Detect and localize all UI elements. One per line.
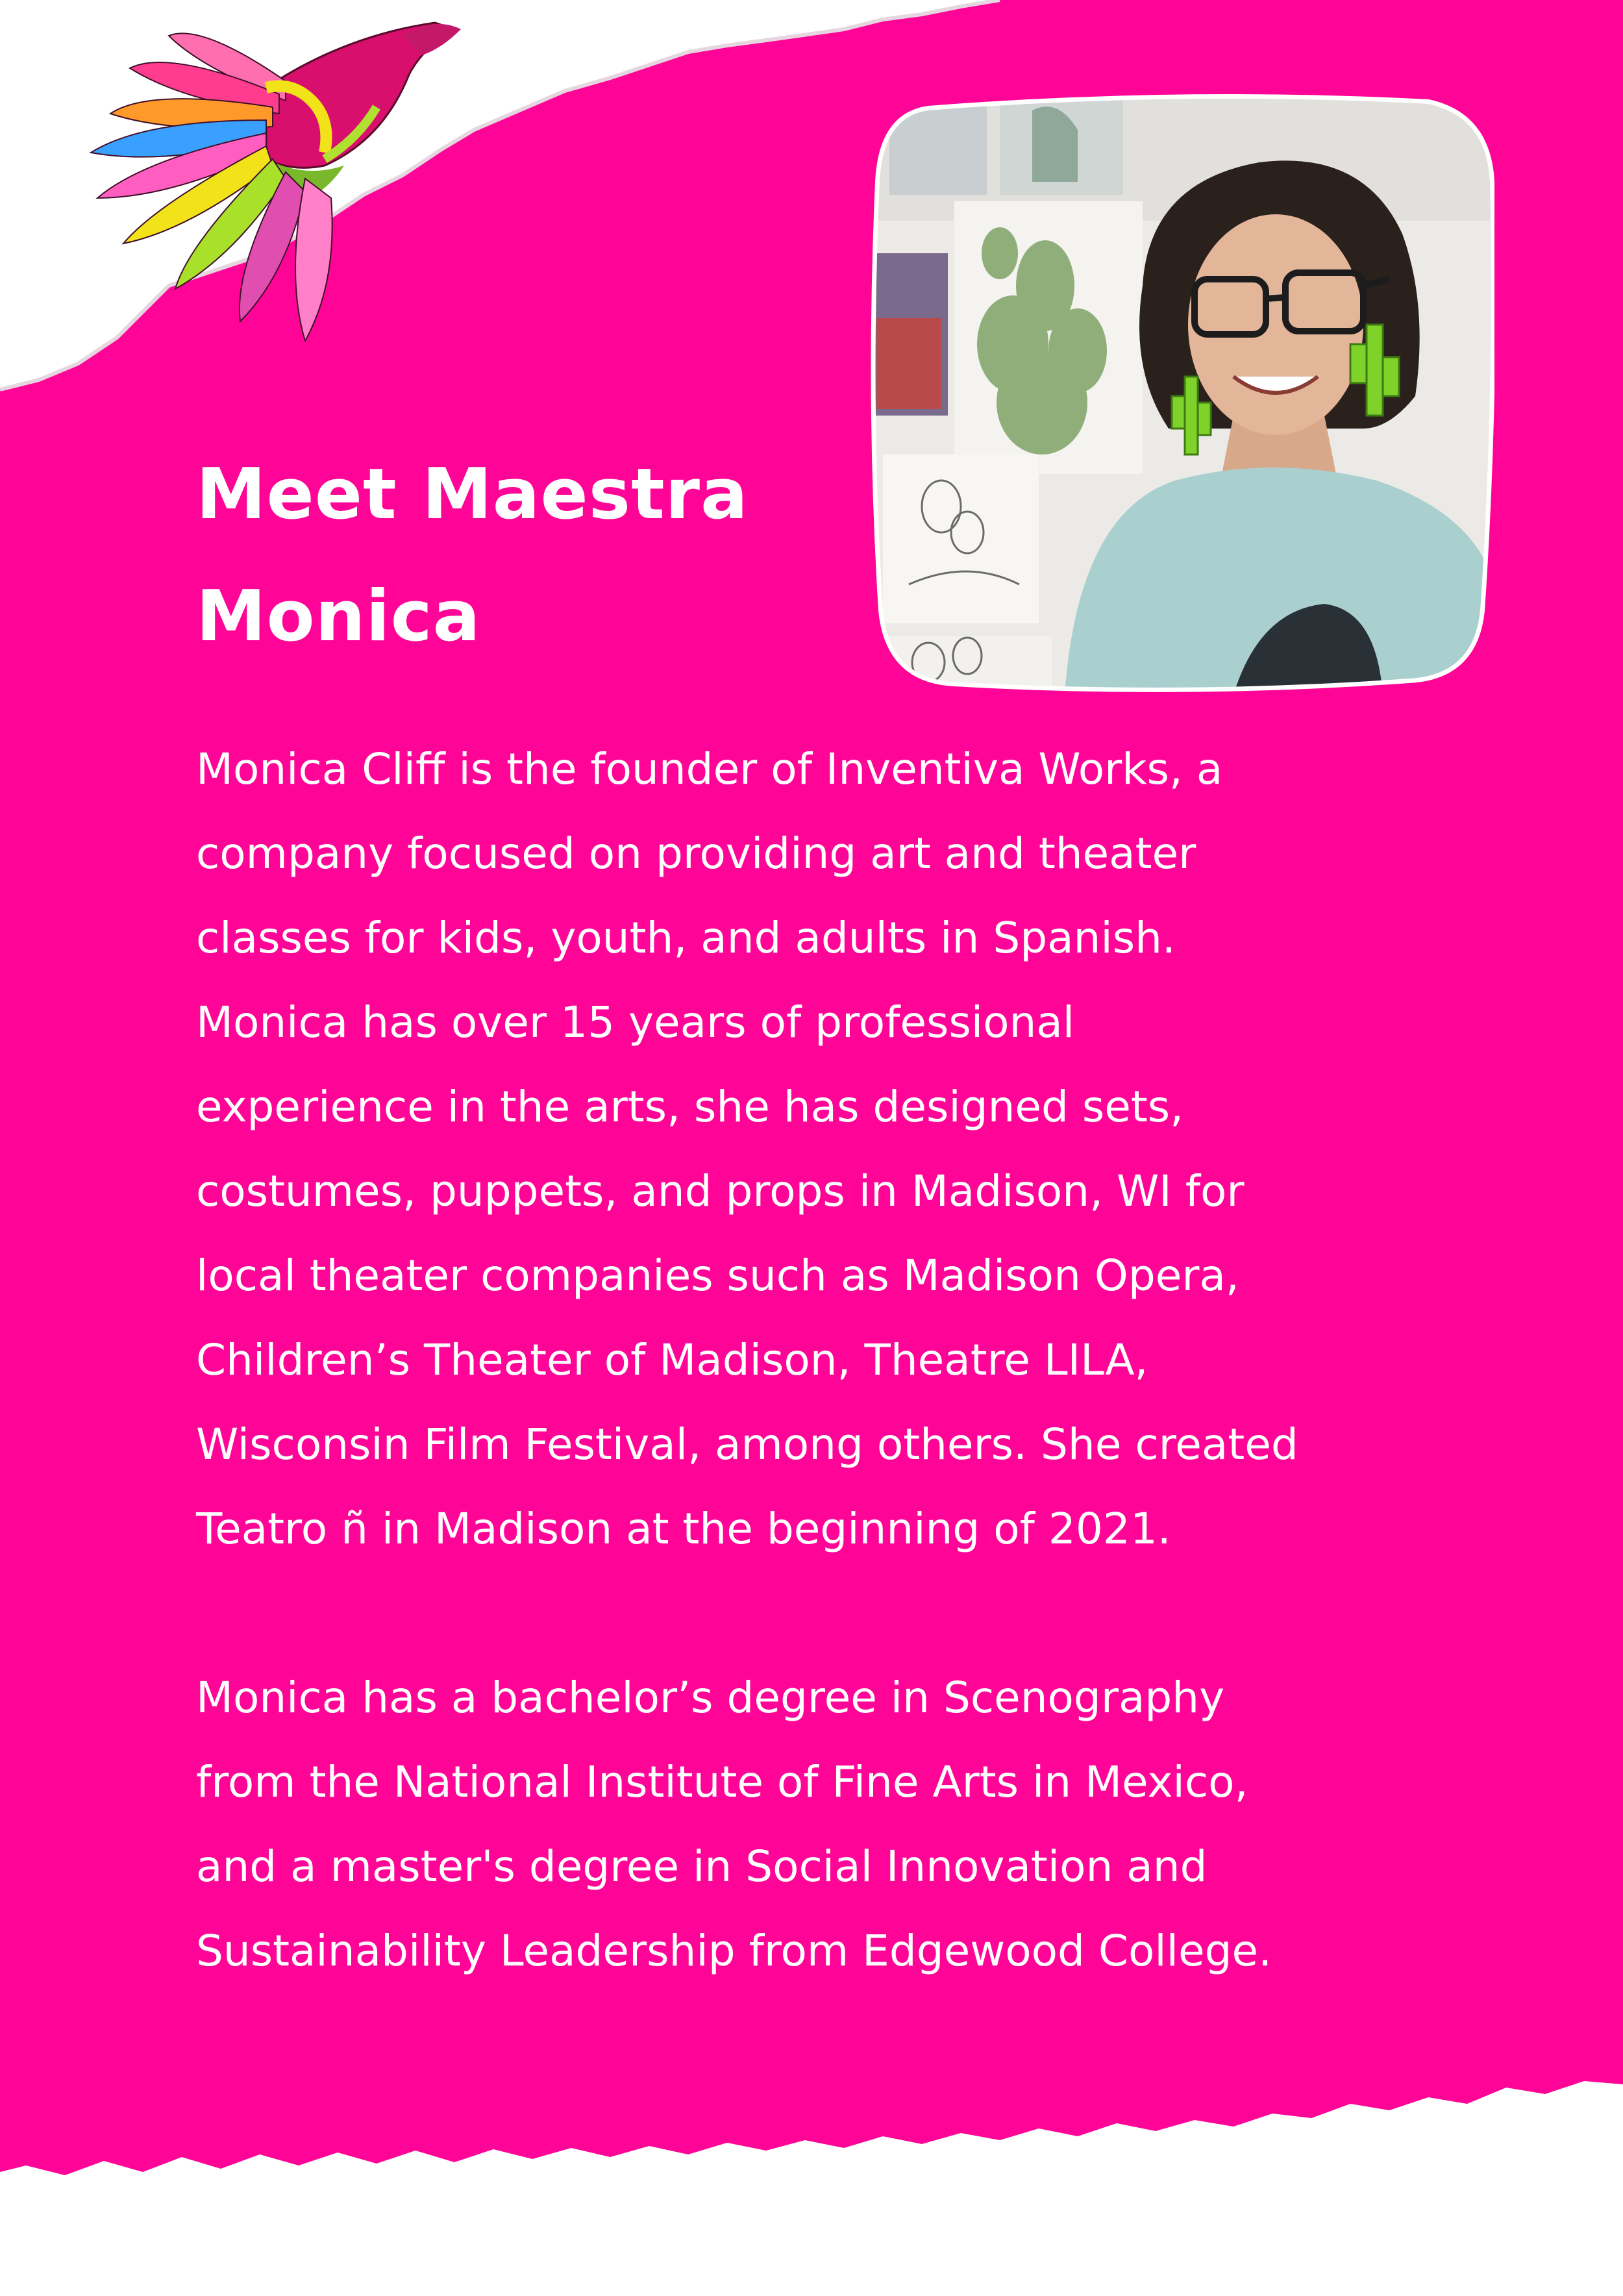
bio-line: company focused on providing art and theater <box>196 829 1196 879</box>
page-title <box>196 434 845 678</box>
bio-line: Children’s Theater of Madison, Theatre LILA, <box>196 1335 1148 1385</box>
bio-line: Monica has over 15 years of professional <box>196 997 1075 1047</box>
title-line-2: Monica <box>196 575 481 657</box>
bio-line: Sustainability Leadership from Edgewood College. <box>196 1926 1272 1976</box>
bio-line: costumes, puppets, and props in Madison, WI for <box>196 1166 1245 1216</box>
bio-line: Monica Cliff is the founder of Inventiva Works, a <box>196 744 1223 794</box>
bio-line: from the National Institute of Fine Arts in Mexico, <box>196 1757 1248 1807</box>
paper-bird-illustration <box>71 10 461 354</box>
bio-line: Wisconsin Film Festival, among others. She created <box>196 1419 1298 1469</box>
bio-line: local theater companies such as Madison Opera, <box>196 1251 1239 1301</box>
title-line-1: Meet Maestra <box>196 454 749 535</box>
bio-line: Monica has a bachelor’s degree in Scenography <box>196 1673 1225 1723</box>
bio-text <box>196 727 1494 1993</box>
bio-line: and a master's degree in Social Innovation and <box>196 1841 1208 1891</box>
bio-line: classes for kids, youth, and adults in Spanish. <box>196 913 1176 963</box>
paragraph-gap <box>196 1571 1494 1656</box>
bio-line: Teatro ñ in Madison at the beginning of 2021. <box>196 1504 1171 1554</box>
bio-line: experience in the arts, she has designed sets, <box>196 1082 1184 1132</box>
monica-portrait-photo <box>870 91 1494 695</box>
